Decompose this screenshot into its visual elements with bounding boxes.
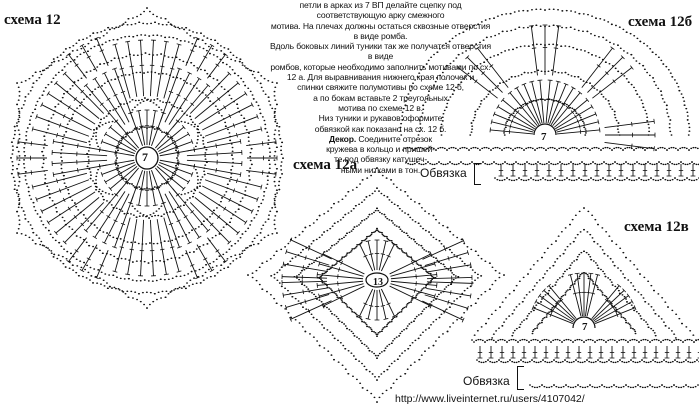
center-number-12a: 13 — [373, 277, 383, 288]
decor-line: те под обвязку катушеч- — [333, 154, 428, 165]
instruction-line: спинки свяжите полумотивы по схеме 12 б, — [297, 82, 464, 93]
decor-line: ными нитками в тон. — [340, 164, 421, 175]
instruction-line: мотива. На плечах должны остаться сквозные отверстия в виде ромба. — [270, 20, 491, 41]
source-url: http://www.liveinternet.ru/users/4107042/ — [395, 393, 585, 405]
instruction-line: 12 а. Для выравнивания нижнего края полочек и — [286, 72, 475, 83]
decor-line: кружева в кольцо и пришей- — [326, 144, 435, 155]
decor-text: Соедините отрезок — [356, 133, 433, 144]
scheme-12-label: схема 12 — [4, 12, 61, 28]
center-number-12b: 7 — [541, 131, 547, 143]
instructions-text — [268, 0, 493, 175]
instruction-line: петли в арках из 7 ВП делайте сцепку под соответствующую арку смежного — [299, 0, 462, 21]
obvyazka-label-12v: Обвязка — [463, 374, 510, 388]
center-number-main: 7 — [142, 150, 148, 164]
instruction-line: Вдоль боковых линий туники так же получатся отверстия в виде — [269, 41, 492, 62]
scheme-12v-label: схема 12в — [624, 219, 689, 235]
instruction-line: ромбов, которые необходимо заполнить мотивами по сх. — [270, 61, 491, 72]
obvyazka-label-12b: Обвязка — [420, 166, 467, 180]
instruction-line: обвязкой как показано на сх. 12 б. — [314, 123, 447, 134]
decor-line — [268, 134, 493, 144]
scheme-12b-label: схема 12б — [628, 14, 693, 30]
decor-heading: Декор. — [328, 133, 357, 144]
instruction-line: мотива по схеме 12 в. — [338, 102, 423, 113]
center-number-12v: 7 — [582, 321, 588, 333]
obvyazka-bracket-12v — [517, 366, 524, 390]
obvyazka-bracket-12b — [474, 163, 481, 185]
scheme-12a-label: схема 12а — [293, 157, 358, 173]
instruction-line: а по бокам вставьте 2 треугольных — [313, 92, 448, 103]
instruction-line: Низ туники и рукавов оформите — [318, 113, 443, 124]
